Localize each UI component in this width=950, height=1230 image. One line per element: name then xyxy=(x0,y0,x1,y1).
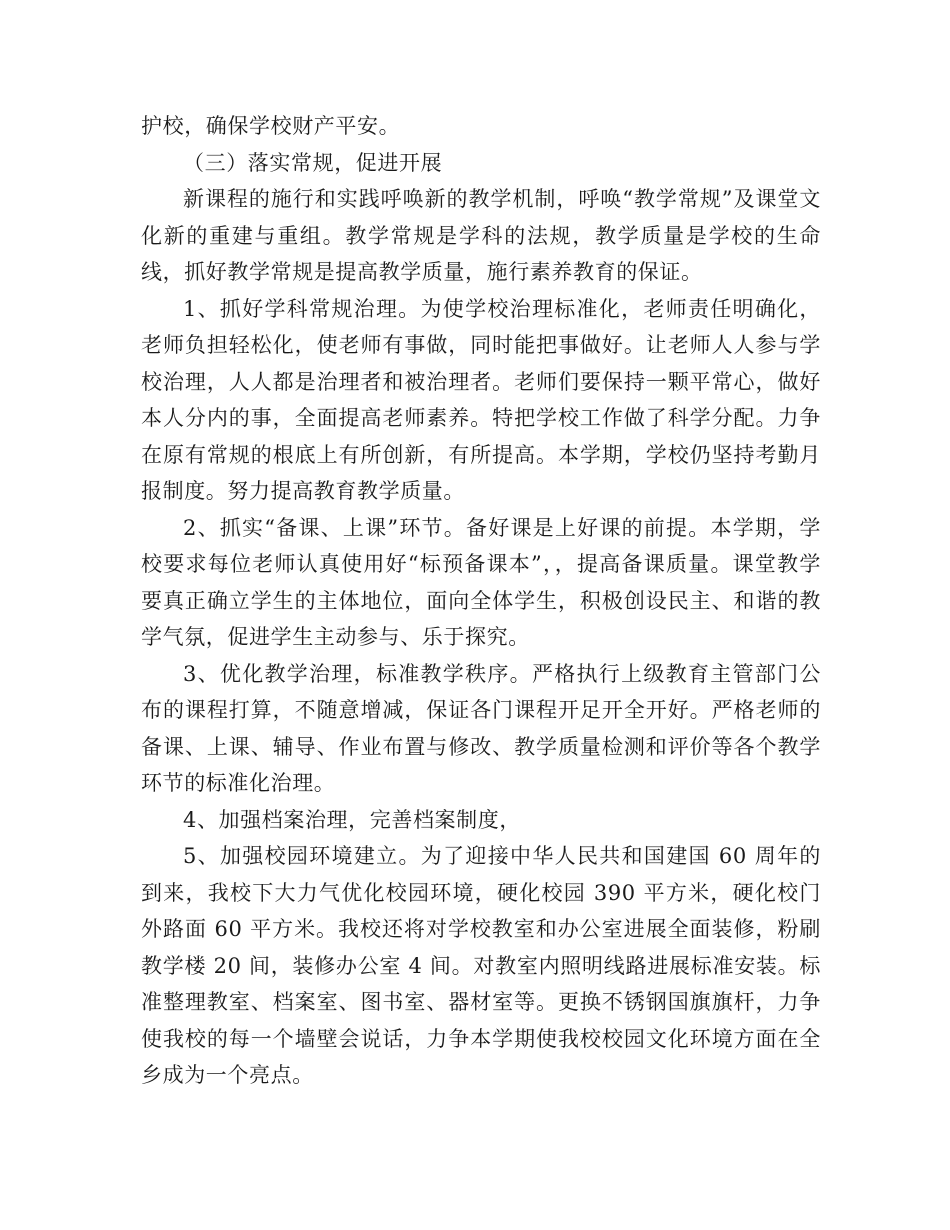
paragraph-continuation: 护校，确保学校财产平安。 xyxy=(141,114,401,138)
section-heading: （三）落实常规，促进开展 xyxy=(183,150,443,175)
paragraph-item-5: 5、加强校园环境建立。为了迎接中华人民共和国建国 60 周年的到来，我校下大力气优化校园环境，硬化校园 390 平方米，硬化校门外路面 60 平方米。我校还将对学校教室和办公室进展全面装修，粉刷教学楼 20 间，装修办公室 4 间。对教室内照明线路进展标准安装。标准整理教室、档案室、图书室、器材室等。更换不锈钢国旗旗杆，力争使我校的每一个墙壁会说话，力争本学期使我校校园文化环境方面在全乡成为一个亮点。 xyxy=(141,844,821,1087)
paragraph-item-4: 4、加强档案治理，完善档案制度， xyxy=(183,807,521,832)
paragraph-item-3: 3、优化教学治理，标准教学秩序。严格执行上级教育主管部门公布的课程打算，不随意增减，保证各门课程开足开全开好。严格老师的备课、上课、辅导、作业布置与修改、教学质量检测和评价等各个教学环节的标准化治理。 xyxy=(141,661,821,795)
paragraph-item-1: 1、抓好学科常规治理。为使学校治理标准化，老师责任明确化，老师负担轻松化，使老师有事做，同时能把事做好。让老师人人参与学校治理，人人都是治理者和被治理者。老师们要保持一颗平常心，做好本人分内的事，全面提高老师素养。特把学校工作做了科学分配。力争在原有常规的根底上有所创新，有所提高。本学期，学校仍坚持考勤月报制度。努力提高教育教学质量。 xyxy=(141,296,821,503)
document-body xyxy=(141,108,821,1094)
paragraph-item-2: 2、抓实“备课、上课”环节。备好课是上好课的前提。本学期，学校要求每位老师认真使用好“标预备课本”，，提高备课质量。课堂教学要真正确立学生的主体地位，面向全体学生，积极创设民主、和谐的教学气氛，促进学生主动参与、乐于探究。 xyxy=(141,515,821,649)
paragraph-intro: 新课程的施行和实践呼唤新的教学机制，呼唤“教学常规”及课堂文化新的重建与重组。教学常规是学科的法规，教学质量是学校的生命线，抓好教学常规是提高教学质量，施行素养教育的保证。 xyxy=(141,187,821,284)
